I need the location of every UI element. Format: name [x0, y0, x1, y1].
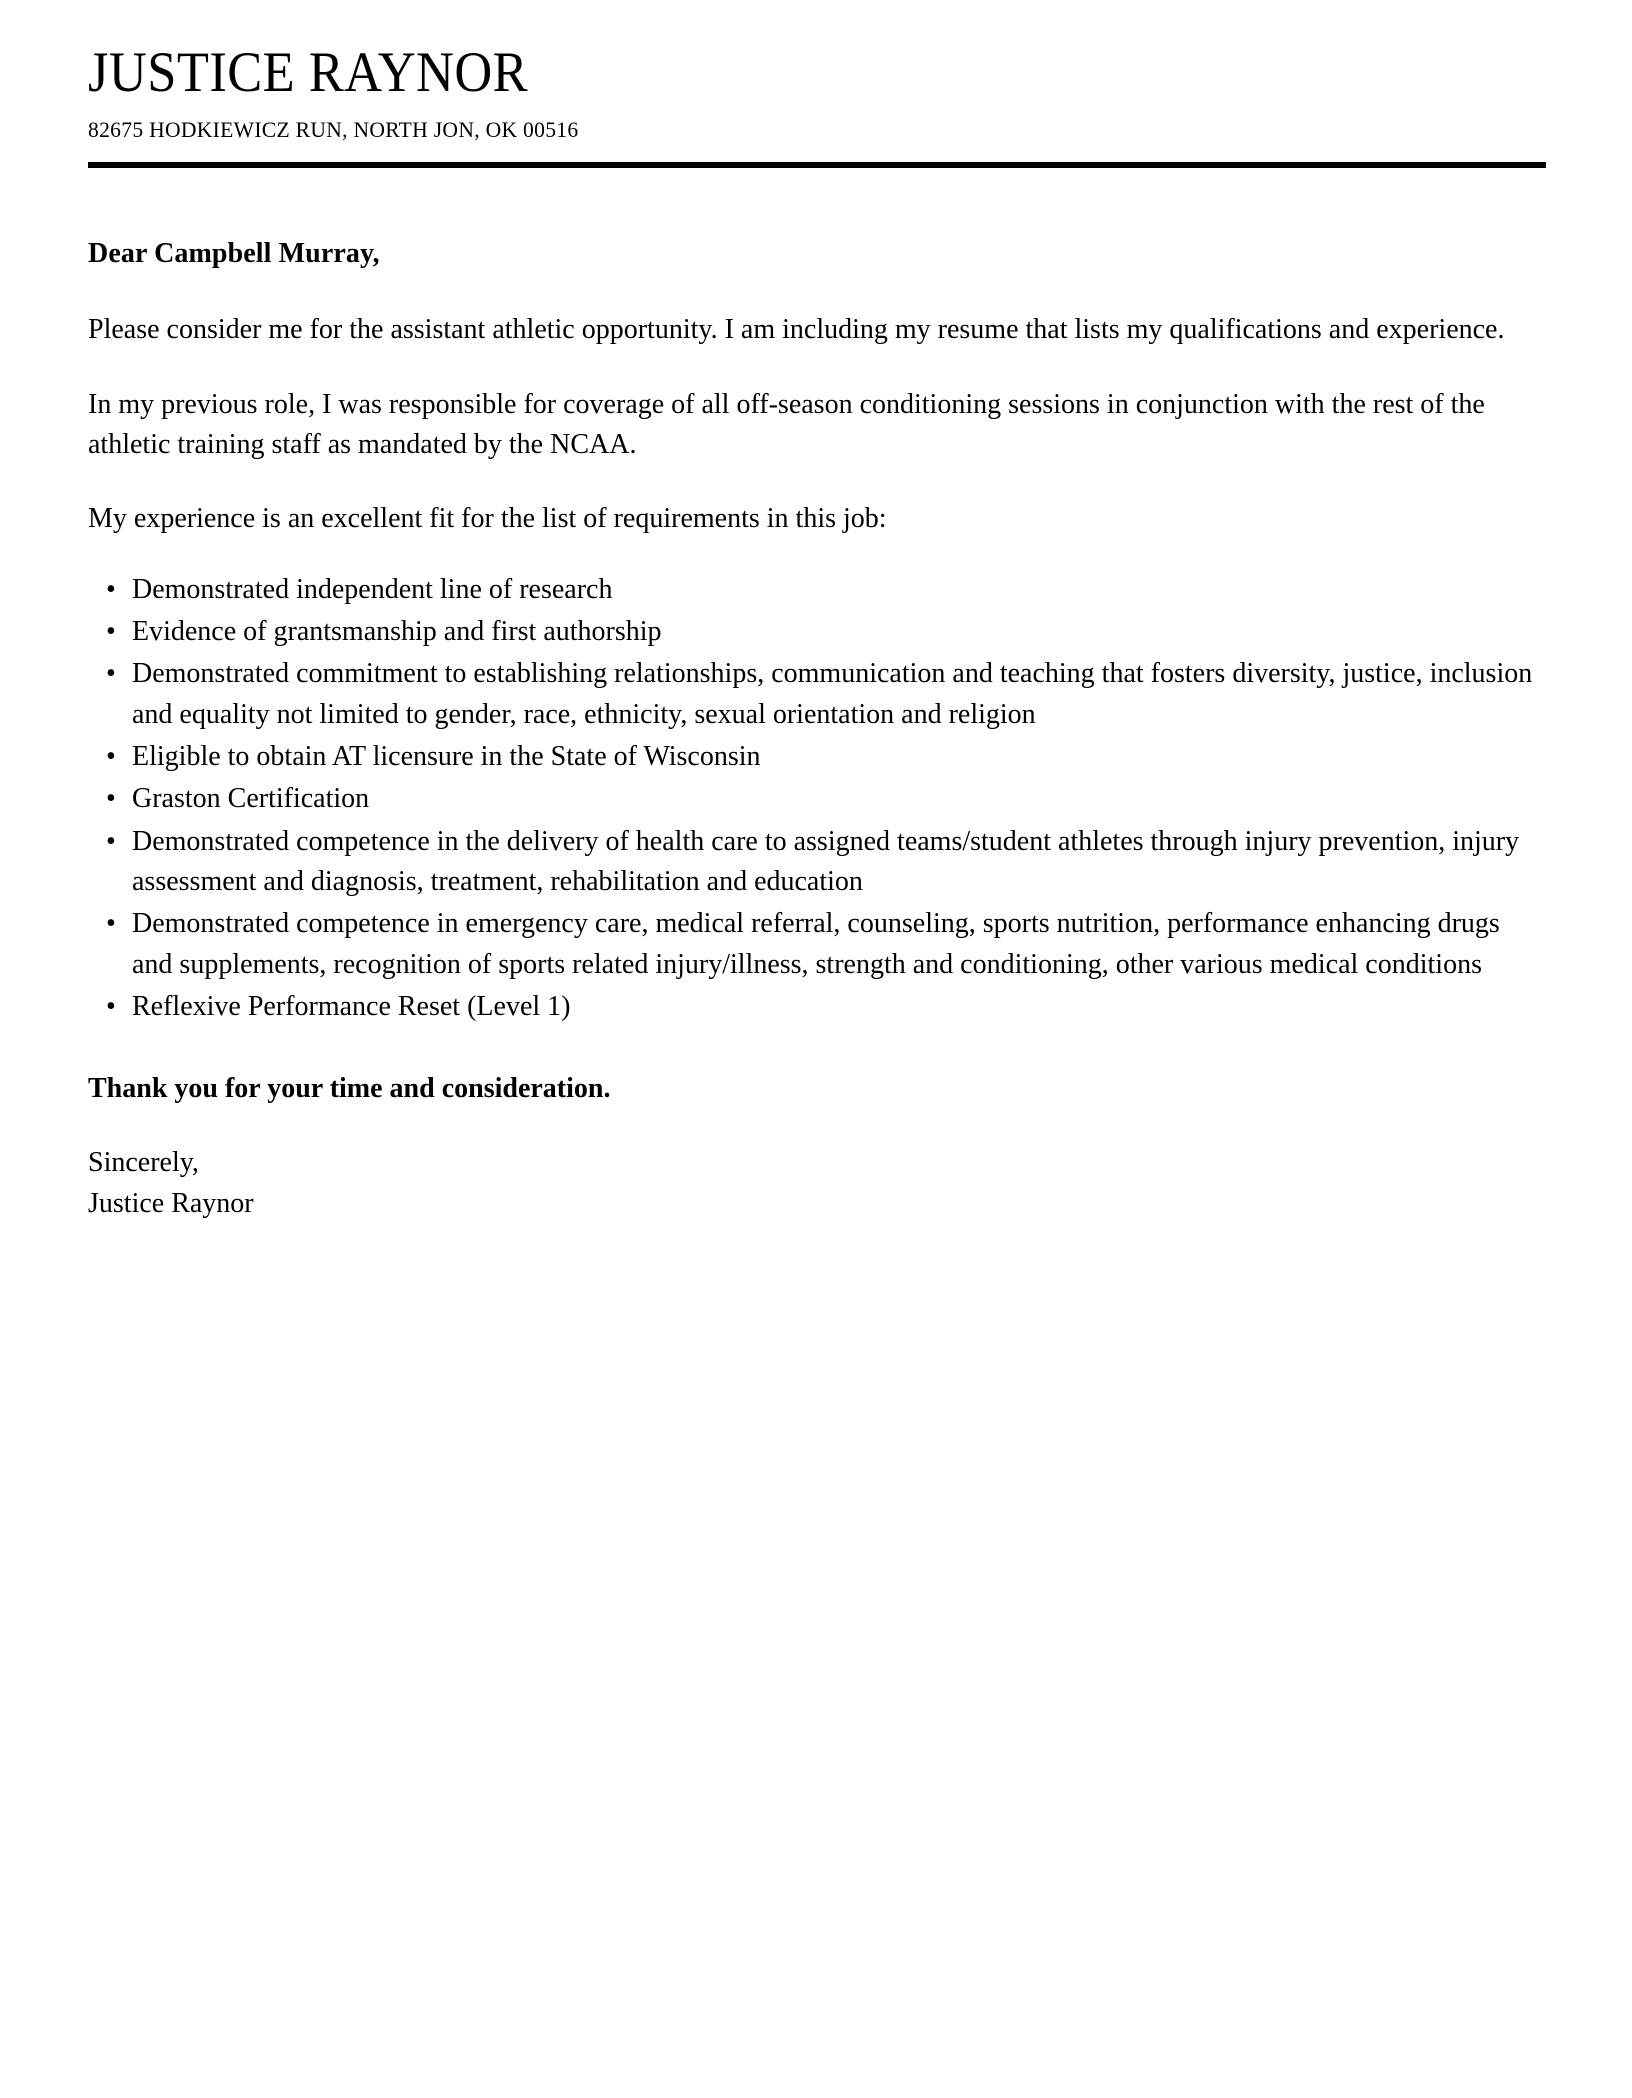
bullet-icon: • — [106, 573, 116, 605]
bullet-icon: • — [106, 990, 116, 1022]
list-item — [88, 779, 1546, 819]
letter-body — [88, 234, 1546, 1224]
list-item-label: Demonstrated competence in emergency care, medical referral, counseling, sports nutrition, performance enhancing drugs and supplements, recognition of sports related injury/illness, strength and conditioning, other various medical conditions — [132, 908, 1500, 980]
list-item-label: Demonstrated commitment to establishing relationships, communication and teaching that fosters diversity, justice, inclusion and equality not limited to gender, race, ethnicity, sexual orientation and religion — [132, 658, 1533, 730]
bullet-icon: • — [106, 658, 116, 690]
list-item-label: Graston Certification — [132, 783, 370, 815]
bullet-icon: • — [106, 783, 116, 815]
signature-block — [88, 1143, 1546, 1224]
header-divider — [88, 162, 1546, 168]
closing-statement: Thank you for your time and consideration. — [88, 1073, 611, 1105]
page-title: JUSTICE RAYNOR — [88, 41, 529, 104]
list-item — [88, 904, 1546, 985]
bullet-icon: • — [106, 825, 116, 857]
list-item — [88, 987, 1546, 1027]
salutation: Dear Campbell Murray, — [88, 238, 380, 270]
list-item — [88, 612, 1546, 652]
list-item — [88, 570, 1546, 610]
list-item-label: Reflexive Performance Reset (Level 1) — [132, 990, 571, 1022]
body-paragraph-1: Please consider me for the assistant athletic opportunity. I am including my resume that lists my qualifications and experience. — [88, 314, 1505, 346]
bullet-icon: • — [106, 908, 116, 940]
bullet-icon: • — [106, 740, 116, 772]
applicant-address: 82675 HODKIEWICZ RUN, NORTH JON, OK 00516 — [88, 117, 579, 143]
bullet-icon: • — [106, 616, 116, 647]
list-item — [88, 737, 1546, 777]
list-item-label: Demonstrated competence in the delivery of health care to assigned teams/student athletes through injury prevention, injury assessment and diagnosis, treatment, rehabilitation and education — [132, 825, 1520, 897]
list-item-label: Evidence of grantsmanship and first authorship — [132, 616, 662, 647]
letter-content — [88, 0, 1546, 1224]
list-item — [88, 822, 1546, 903]
letterhead — [88, 0, 1546, 168]
list-item-label: Eligible to obtain AT licensure in the State of Wisconsin — [132, 740, 761, 772]
signature-name: Justice Raynor — [88, 1187, 254, 1219]
body-paragraph-3: My experience is an excellent fit for the list of requirements in this job: — [88, 503, 887, 535]
body-paragraph-2: In my previous role, I was responsible for coverage of all off-season conditioning sessions in conjunction with the rest of the athletic training staff as mandated by the NCAA. — [88, 388, 1485, 461]
requirements-list — [88, 570, 1546, 1027]
list-item-label: Demonstrated independent line of research — [132, 573, 613, 605]
sign-off-label: Sincerely, — [88, 1147, 199, 1179]
list-item — [88, 654, 1546, 735]
